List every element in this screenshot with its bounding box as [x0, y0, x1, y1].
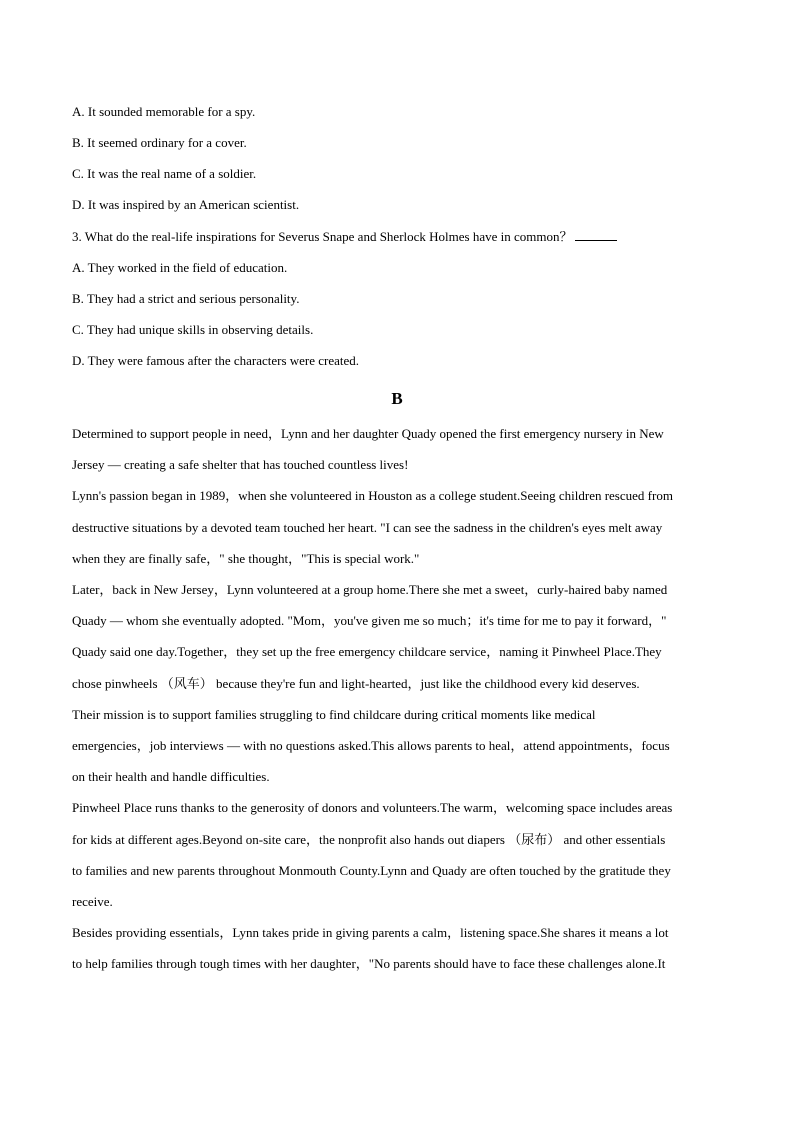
q3-option-b: B. They had a strict and serious personality. — [72, 291, 300, 306]
passage-line: Their mission is to support families struggling to find childcare during critical moments like medical — [72, 707, 596, 722]
passage-line: Pinwheel Place runs thanks to the generosity of donors and volunteers.The warm，welcoming space includes areas — [72, 800, 673, 815]
passage-line: Quady — whom she eventually adopted. "Mom，you've given me so much；it's time for me to pay it forward，" — [72, 613, 667, 628]
q2-option-b: B. It seemed ordinary for a cover. — [72, 135, 247, 150]
passage-line: Besides providing essentials，Lynn takes pride in giving parents a calm，listening space.She shares it means a lot — [72, 925, 669, 940]
q3-option-d: D. They were famous after the characters were created. — [72, 353, 360, 368]
passage-line: chose pinwheels （风车） because they're fun and light-hearted，just like the childhood every kid deserves. — [72, 676, 640, 691]
q3-option-c: C. They had unique skills in observing details. — [72, 322, 314, 337]
passage-line: Determined to support people in need，Lynn and her daughter Quady opened the first emergency nursery in New — [72, 426, 664, 441]
passage-line: Jersey — creating a safe shelter that has touched countless lives! — [72, 457, 409, 472]
passage-line: Lynn's passion began in 1989，when she volunteered in Houston as a college student.Seeing children rescued from — [72, 488, 673, 503]
passage-line: emergencies，job interviews — with no questions asked.This allows parents to heal，attend appointments，focus — [72, 738, 670, 753]
passage-line: to families and new parents throughout Monmouth County.Lynn and Quady are often touched by the gratitude they — [72, 863, 671, 878]
question-3-text: 3. What do the real-life inspirations for Severus Snape and Sherlock Holmes have in common？ — [72, 229, 573, 244]
section-title: B — [391, 389, 403, 408]
q2-option-d: D. It was inspired by an American scientist. — [72, 197, 300, 212]
passage-line: receive. — [72, 894, 113, 909]
passage-line: when they are finally safe，" she thought，"This is special work." — [72, 551, 420, 566]
passage-line: Quady said one day.Together，they set up the free emergency childcare service，naming it Pinwheel Place.They — [72, 644, 662, 659]
passage-line: destructive situations by a devoted team touched her heart. "I can see the sadness in the children's eyes melt away — [72, 520, 663, 535]
passage-line: for kids at different ages.Beyond on-site care，the nonprofit also hands out diapers （尿布） and other essentials — [72, 832, 666, 847]
answer-blank — [575, 228, 617, 241]
q2-option-a: A. It sounded memorable for a spy. — [72, 104, 256, 119]
q3-option-a: A. They worked in the field of education. — [72, 260, 288, 275]
passage-line: Later，back in New Jersey，Lynn volunteered at a group home.There she met a sweet，curly-haired baby named — [72, 582, 668, 597]
passage-line: on their health and handle difficulties. — [72, 769, 270, 784]
q2-option-c: C. It was the real name of a soldier. — [72, 166, 257, 181]
question-3 — [72, 228, 722, 244]
passage-line: to help families through tough times with her daughter，"No parents should have to face these challenges alone.It — [72, 956, 666, 971]
